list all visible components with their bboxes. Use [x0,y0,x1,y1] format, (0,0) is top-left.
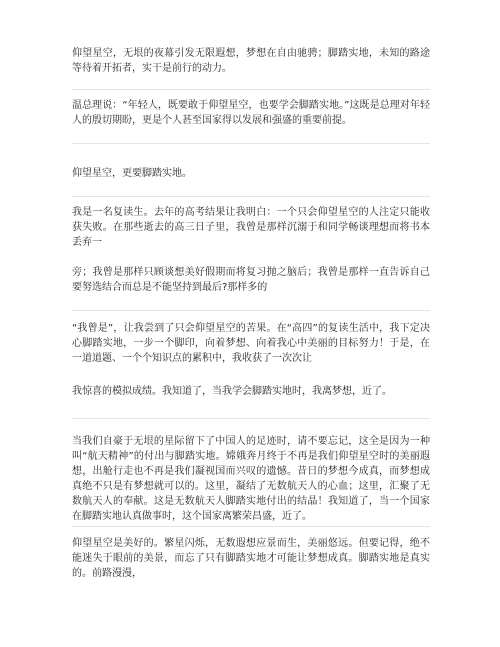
paragraph-3: 仰望星空，更要脚踏实地。 [72,168,192,179]
divider [72,310,430,311]
divider [72,143,430,144]
paragraph-6: “我曾是”，让我尝到了只会仰望星空的苦果。在“高四”的复读生活中，我下定决心脚踏实地，一步一个脚印，向着梦想、向着我心中美丽的目标努力！于是，在一道道题、一个个知识点的累积中，我收获了一次次让 [72,323,430,364]
paragraph-7: 我惊喜的模拟成绩。我知道了，当我学会脚踏实地时，我离梦想，近了。 [72,386,392,397]
paragraph-1: 仰望星空，无垠的夜幕引发无限遐想，梦想在自由驰骋；脚踏实地，未知的路途等待着开拓者，实干是前行的动力。 [72,48,430,74]
paragraph-8: 当我们自豪于无垠的星际留下了中国人的足迹时，请不要忘记，这全是因为一种叫“航天精神”的付出与脚踏实地。嫦娥奔月终于不再是我们仰望星空时的美丽遐想，出舱行走也不再是我们凝视国而兴叹的遗憾。昔日的梦想今成真，而梦想成真绝不只是有梦想就可以的。这里，凝结了无数航天人的心血；这里，汇聚了无数航天人的奉献。这是无数航天人脚踏实地付出的结晶！我知道了，当一个国家在脚踏实地认真做事时，这个国家离繁荣昌盛，近了。 [72,436,430,522]
divider [72,196,430,197]
paragraph-4: 我是一名复读生。去年的高考结果让我明白：一个只会仰望星空的人注定只能收获失败。在那些逝去的高三日子里，我曾是那样沉溺于和同学畅谈理想而将书本丢弃一 [72,207,430,248]
divider [72,526,430,527]
paragraph-9: 仰望星空是美好的。繁星闪烁，无数遐想应景而生，美丽悠远。但要记得，绝不能迷失于眼前的美景，而忘了只有脚踏实地才可能让梦想成真。脚踏实地是真实的。前路漫漫， [72,538,430,579]
divider [72,89,430,90]
paragraph-2: 温总理说：“年轻人，既要敢于仰望星空，也要学会脚踏实地。”这既是总理对年轻人的殷切期盼，更是个人甚至国家得以发展和强盛的重要前提。 [72,100,430,126]
divider [72,418,430,419]
paragraph-5: 旁；我曾是那样只顾谈想美好假期而将复习抛之脑后；我曾是那样一直告诉自己要努选结合而总是不能坚持到最后?那样多的 [72,267,430,293]
